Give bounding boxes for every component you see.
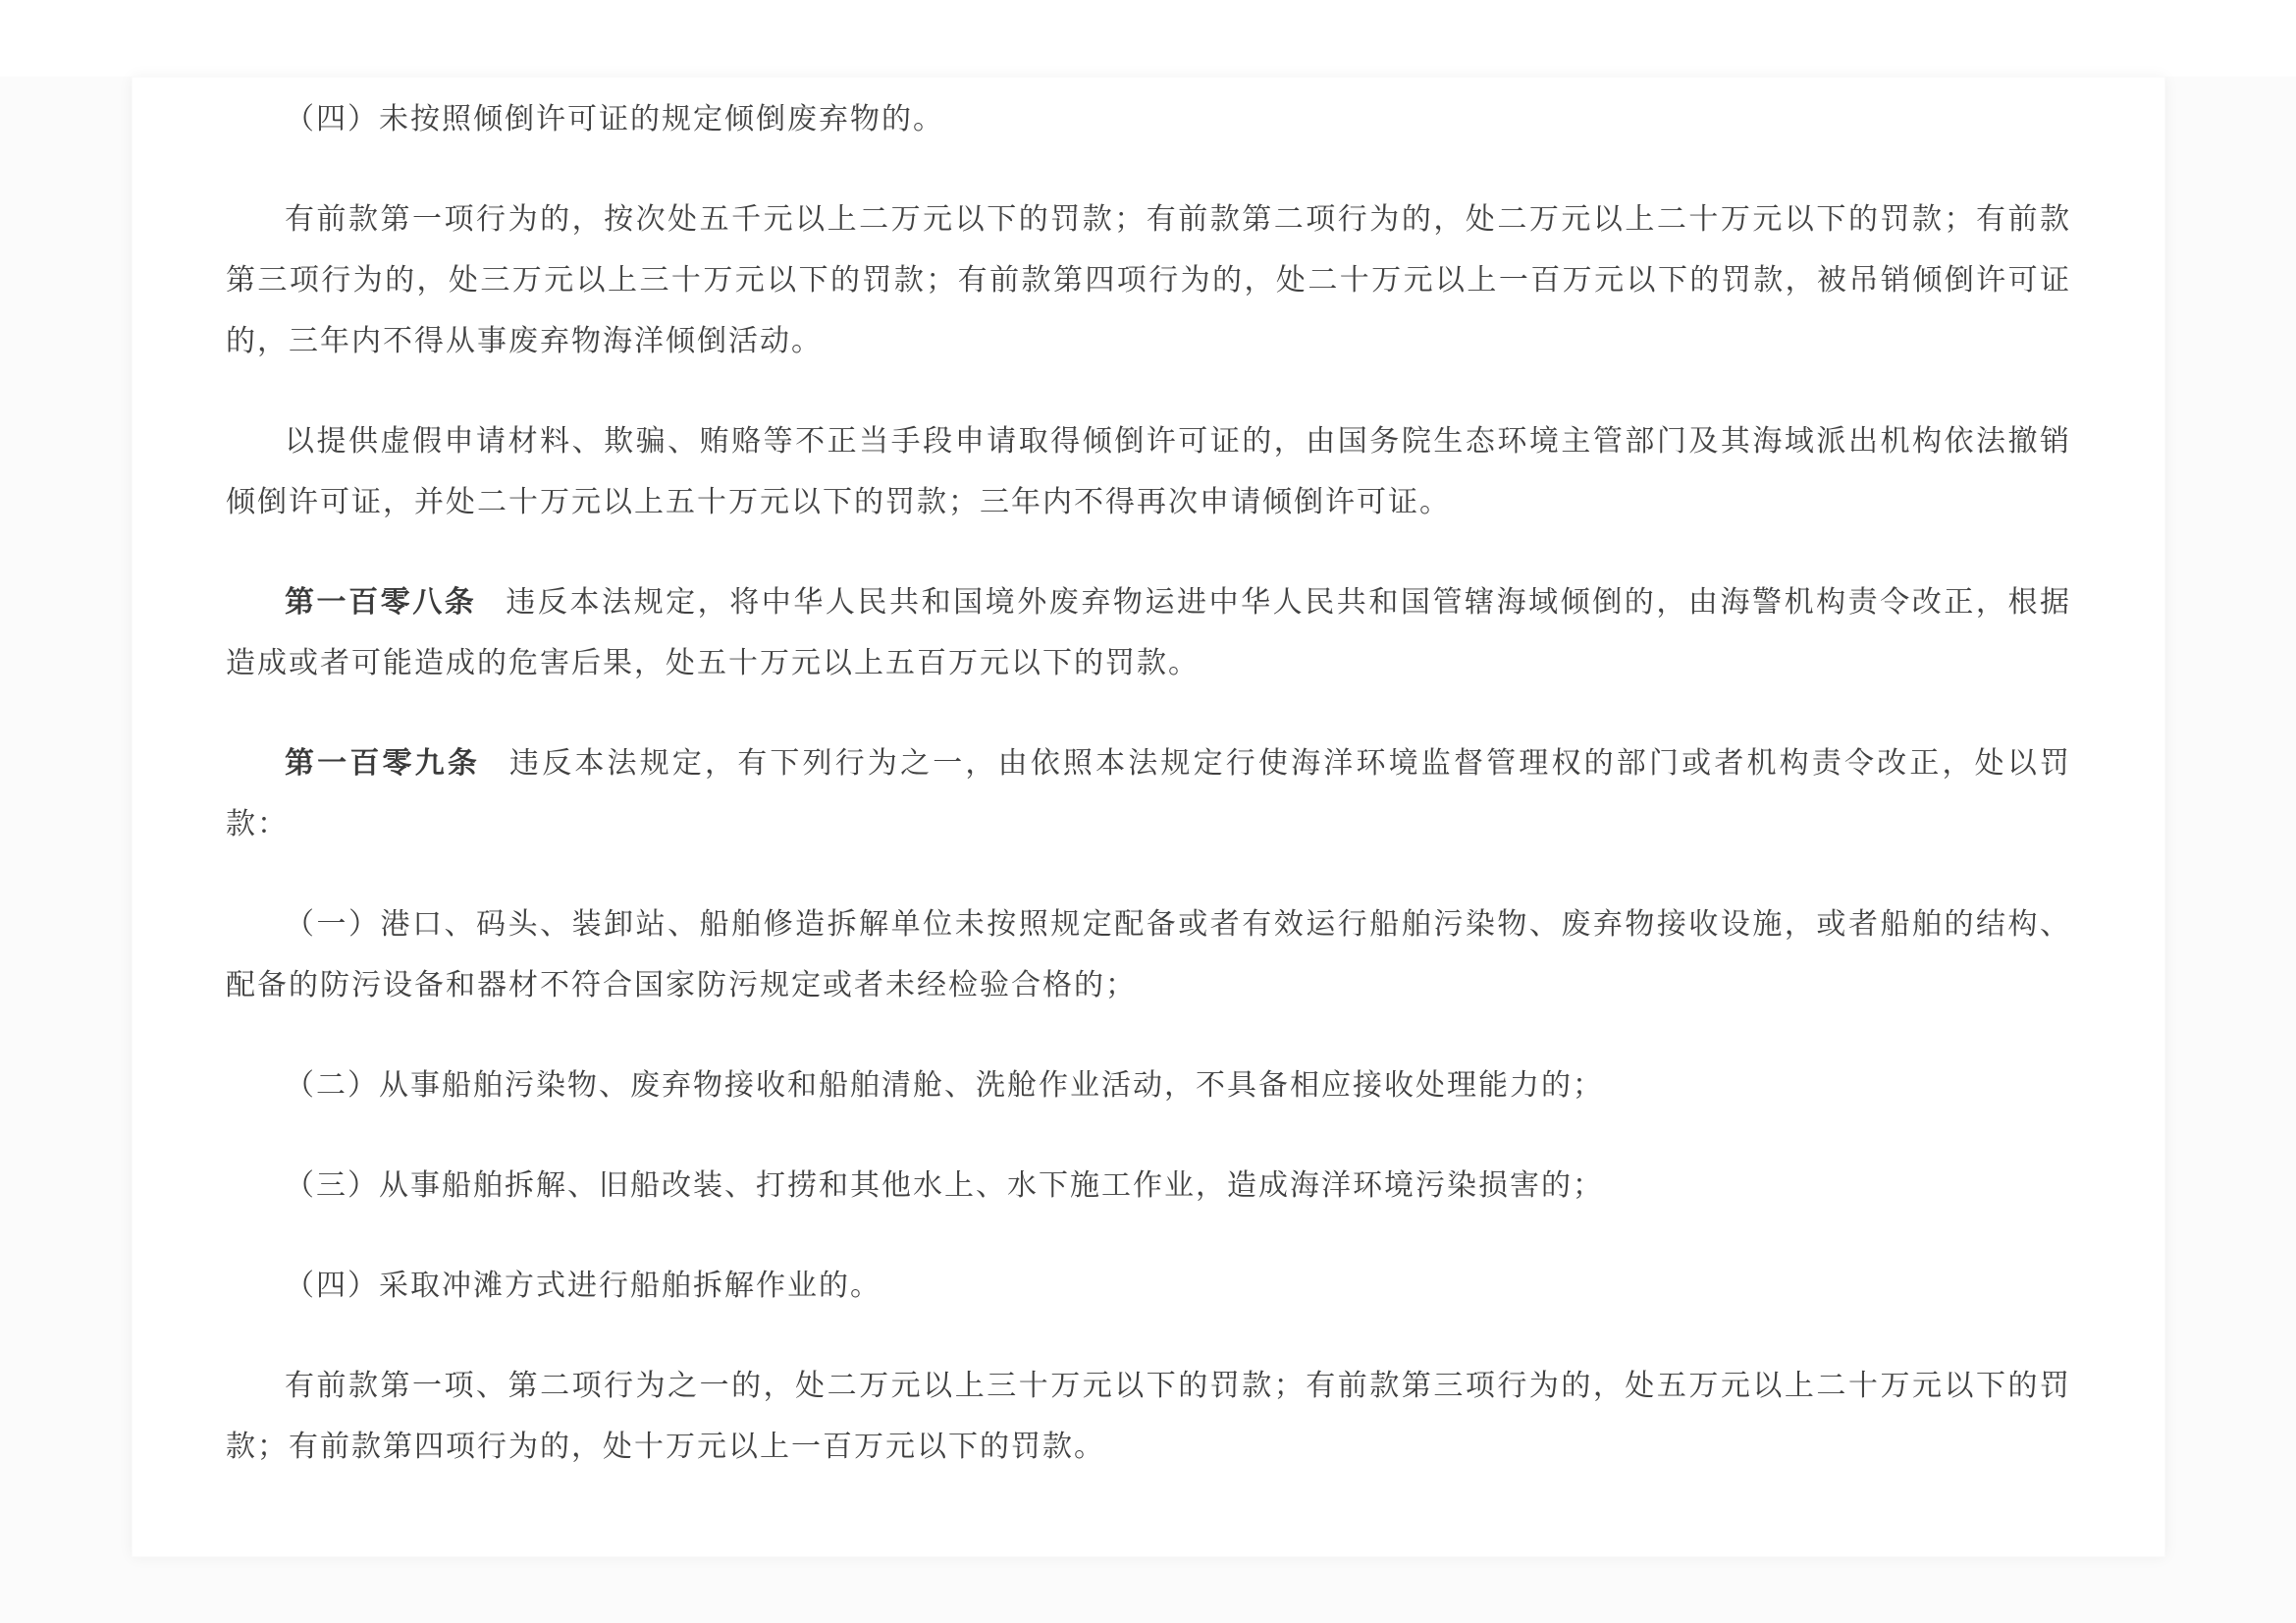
paragraph-list-item-2	[226, 1055, 2071, 1116]
paragraph-list-item-1	[226, 894, 2071, 1016]
paragraph-article-109	[226, 733, 2071, 855]
paragraph-text: （三）从事船舶拆解、旧船改装、打捞和其他水上、水下施工作业，造成海洋环境污染损害的；	[285, 1169, 1604, 1202]
paragraph-text: 以提供虚假申请材料、欺骗、贿赂等不正当手段申请取得倾倒许可证的，由国务院生态环境主管部门及其海域派出机构依法撤销倾倒许可证，并处二十万元以上五十万元以下的罚款；三年内不得再次申请倾倒许可证。	[226, 425, 2071, 518]
paragraph-text: 有前款第一项行为的，按次处五千元以上二万元以下的罚款；有前款第二项行为的，处二万元以上二十万元以下的罚款；有前款第三项行为的，处三万元以上三十万元以下的罚款；有前款第四项行为的，处二十万元以上一百万元以下的罚款，被吊销倾倒许可证的，三年内不得从事废弃物海洋倾倒活动。	[226, 203, 2071, 357]
article-number: 第一百零八条	[285, 586, 477, 619]
paragraph	[226, 411, 2071, 533]
paragraph	[226, 1356, 2071, 1478]
paragraph-text: 违反本法规定，将中华人民共和国境外废弃物运进中华人民共和国管辖海域倾倒的，由海警机构责令改正，根据造成或者可能造成的危害后果，处五十万元以上五百万元以下的罚款。	[226, 586, 2072, 679]
page-top-margin	[0, 0, 2296, 77]
paragraph	[226, 89, 2071, 150]
paragraph-text: 有前款第一项、第二项行为之一的，处二万元以上三十万元以下的罚款；有前款第三项行为的，处五万元以上二十万元以下的罚款；有前款第四项行为的，处十万元以上一百万元以下的罚款。	[226, 1370, 2071, 1463]
paragraph-text: （二）从事船舶污染物、废弃物接收和船舶清舱、洗舱作业活动，不具备相应接收处理能力的；	[285, 1069, 1604, 1102]
paragraph-list-item-3	[226, 1156, 2071, 1217]
paragraph-text: （四）未按照倾倒许可证的规定倾倒废弃物的。	[285, 103, 944, 135]
article-number: 第一百零九条	[285, 747, 481, 780]
paragraph-text: （一）港口、码头、装卸站、船舶修造拆解单位未按照规定配备或者有效运行船舶污染物、废弃物接收设施，或者船舶的结构、配备的防污设备和器材不符合国家防污规定或者未经检验合格的；	[226, 908, 2071, 1001]
document-card	[132, 77, 2165, 1557]
paragraph-list-item-4	[226, 1256, 2071, 1317]
paragraph	[226, 189, 2071, 372]
paragraph-article-108	[226, 572, 2071, 694]
paragraph-text: （四）采取冲滩方式进行船舶拆解作业的。	[285, 1270, 881, 1302]
paragraph-text: 违反本法规定，有下列行为之一，由依照本法规定行使海洋环境监督管理权的部门或者机构责令改正，处以罚款：	[226, 747, 2072, 840]
